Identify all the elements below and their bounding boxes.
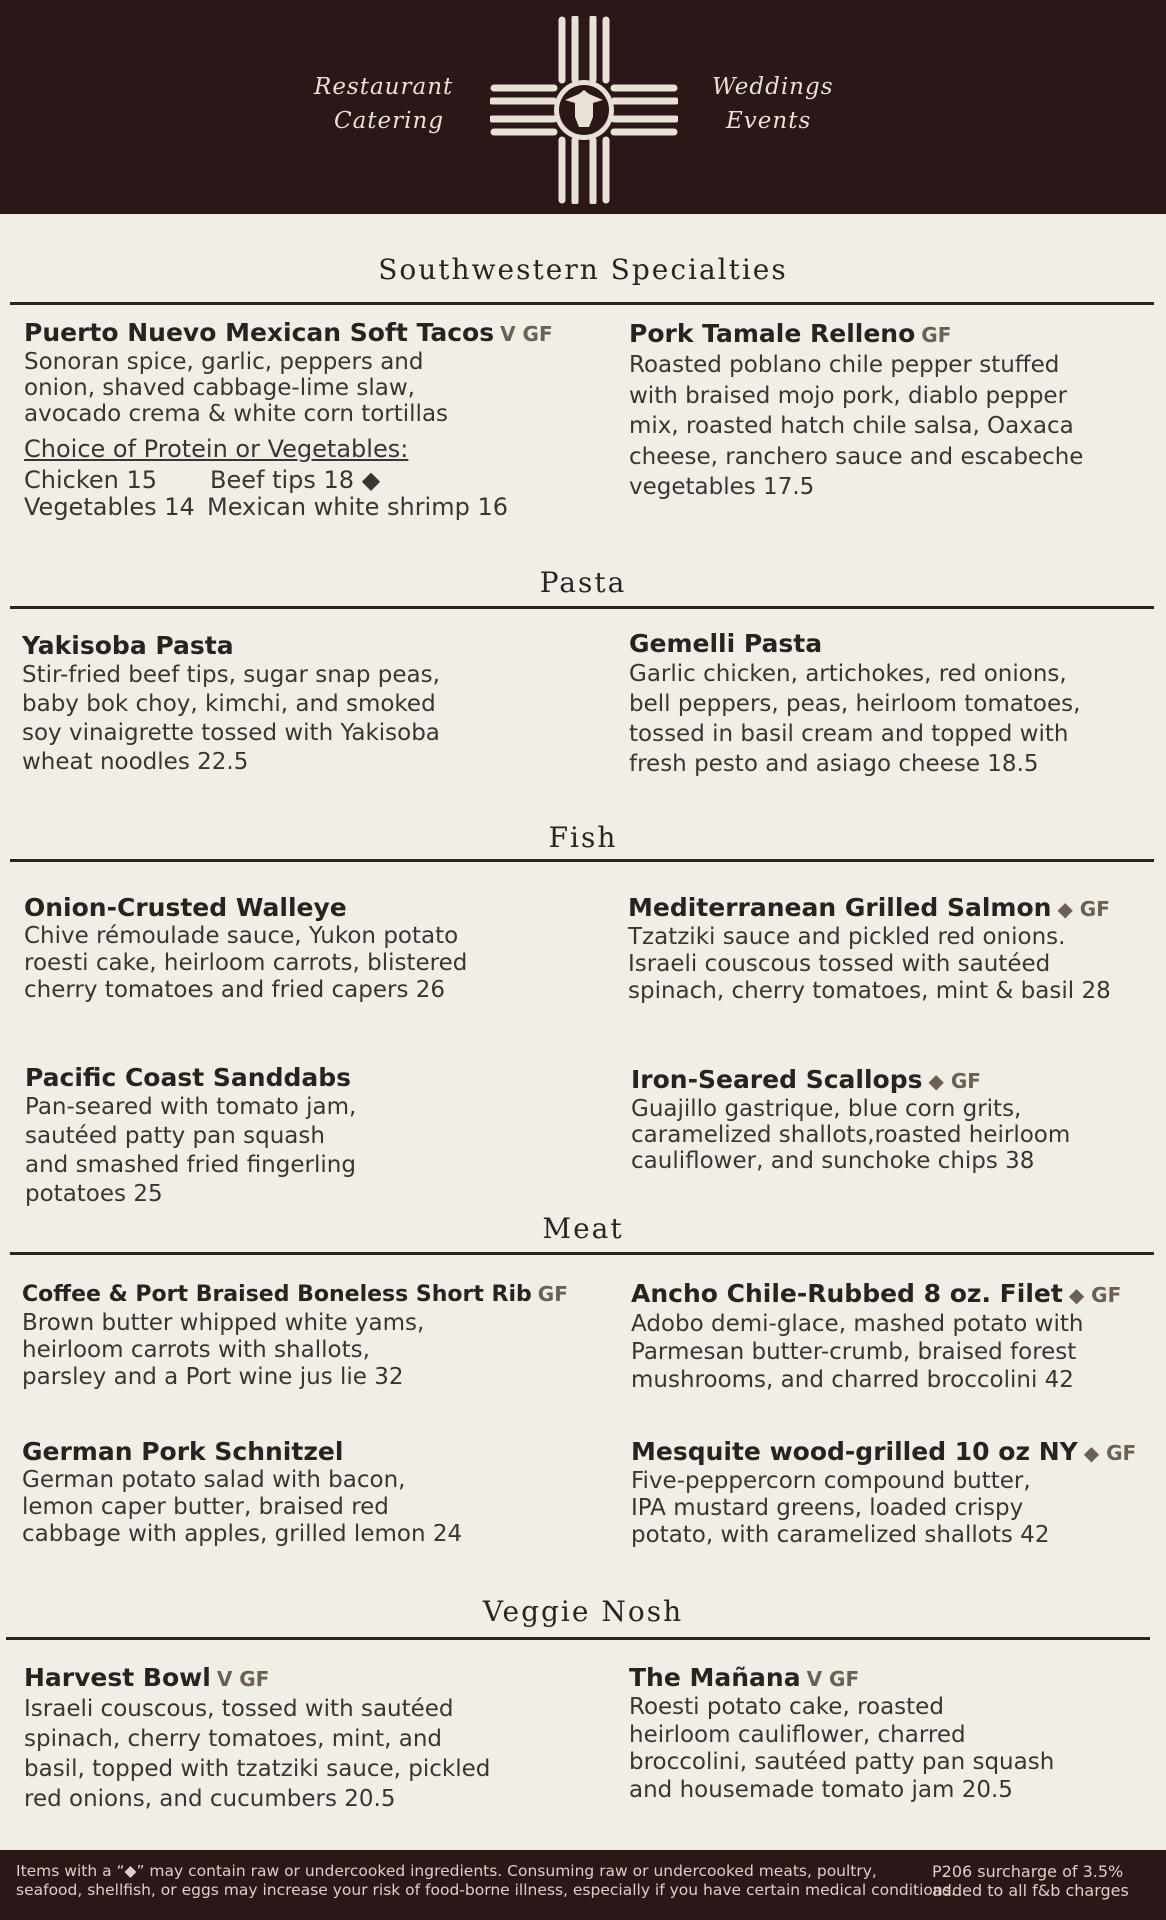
item-description: Garlic chicken, artichokes, red onions, bell peppers, peas, heirloom tomatoes, tossed in basil cream and topped with fresh pesto and asiago cheese 18.5 [629, 661, 1081, 777]
dietary-tag: V GF [216, 1667, 270, 1691]
footer-bar [0, 1850, 1166, 1920]
item-description: German potato salad with bacon, lemon caper butter, braised red cabbage with apples, grilled lemon 24 [22, 1467, 463, 1547]
item-description: Brown butter whipped white yams, heirloom carrots with shallots, parsley and a Port wine jus lie 32 [22, 1310, 425, 1390]
header-catering: Catering [334, 108, 445, 134]
section-divider [10, 302, 1154, 305]
section-title-southwestern: Southwestern Specialties [378, 253, 788, 286]
dietary-tag: GF [537, 1282, 568, 1306]
item-name: Onion-Crusted Walleye [24, 893, 347, 922]
menu-item-tamale [629, 319, 1083, 503]
item-name: Coffee & Port Braised Boneless Short Rib GF [22, 1282, 568, 1307]
menu-item-gemelli [629, 629, 1080, 779]
header-restaurant: Restaurant [314, 74, 454, 100]
header-events: Events [726, 108, 812, 134]
dietary-tag: ◆ GF [1083, 1441, 1137, 1465]
section-title-veggie: Veggie Nosh [482, 1595, 684, 1628]
item-name: Pork Tamale Relleno GF [629, 319, 952, 348]
item-name: The Mañana V GF [629, 1663, 860, 1692]
item-name: Iron-Seared Scallops ◆ GF [631, 1065, 981, 1094]
menu-item-yakisoba [22, 631, 440, 777]
item-description: Guajillo gastrique, blue corn grits, caramelized shallots,roasted heirloom cauliflower, and sunchoke chips 38 [631, 1096, 1071, 1174]
item-description: Roesti potato cake, roasted heirloom cauliflower, charred broccolini, sautéed patty pan squash and housemade tomato jam 20.5 [629, 1694, 1055, 1803]
menu-item-walleye [24, 893, 467, 1004]
item-name: Mesquite wood-grilled 10 oz NY ◆ GF [631, 1437, 1137, 1466]
item-name: Mediterranean Grilled Salmon ◆ GF [628, 893, 1110, 922]
raw-food-disclaimer: Items with a “◆” may contain raw or undercooked ingredients. Consuming raw or undercooked meats, poultry, seafood, shellfish, or eggs may increase your risk of food-borne illness, especially if you have certain medical conditions. [16, 1862, 956, 1899]
item-description: Adobo demi-glace, mashed potato with Parmesan butter-crumb, braised forest mushrooms, and charred broccolini 42 [631, 1311, 1084, 1393]
menu-item-nystrip [631, 1437, 1136, 1549]
dietary-tag: V GF [500, 322, 553, 346]
item-name: Puerto Nuevo Mexican Soft Tacos V GF [24, 318, 553, 347]
section-title-pasta: Pasta [539, 566, 627, 599]
dietary-tag: V GF [806, 1667, 860, 1691]
protein-beef: Beef tips 18 ◆ [210, 466, 381, 494]
item-description: Pan-seared with tomato jam, sautéed patty pan squash and smashed fried fingerling potatoes 25 [25, 1094, 357, 1207]
dietary-tag: ◆ GF [1057, 897, 1110, 921]
surcharge-note: P206 surcharge of 3.5% added to all f&b charges [932, 1862, 1129, 1900]
item-description: Sonoran spice, garlic, peppers and onion, shaved cabbage-lime slaw, avocado crema & white corn tortillas [24, 349, 449, 427]
dietary-tag: ◆ GF [928, 1069, 981, 1093]
section-divider [10, 606, 1154, 609]
item-description: Israeli couscous, tossed with sautéed spinach, cherry tomatoes, mint, and basil, topped with tzatziki sauce, pickled red onions, and cucumbers 20.5 [24, 1696, 491, 1812]
item-description: Roasted poblano chile pepper stuffed with braised mojo pork, diablo pepper mix, roasted hatch chile salsa, Oaxaca cheese, ranchero sauce and escabeche vegetables 17.5 [629, 352, 1084, 500]
item-description: Chive rémoulade sauce, Yukon potato roesti cake, heirloom carrots, blistered cherry tomatoes and fried capers 26 [24, 923, 468, 1003]
section-divider [10, 1252, 1154, 1255]
protein-heading: Choice of Protein or Vegetables: [24, 435, 409, 463]
protein-vegetables: Vegetables 14 [24, 493, 195, 521]
protein-shrimp: Mexican white shrimp 16 [207, 493, 509, 521]
menu-item-filet [631, 1279, 1121, 1394]
menu-item-scallops [631, 1065, 1070, 1174]
dietary-tag: GF [921, 323, 952, 347]
dietary-tag: ◆ GF [1068, 1283, 1122, 1307]
item-description: Five-peppercorn compound butter, IPA mustard greens, loaded crispy potato, with caramelized shallots 42 [631, 1468, 1050, 1548]
protein-chicken: Chicken 15 [24, 466, 158, 494]
item-name: German Pork Schnitzel [22, 1437, 344, 1466]
item-name: Ancho Chile-Rubbed 8 oz. Filet ◆ GF [631, 1279, 1122, 1308]
item-name: Yakisoba Pasta [22, 631, 234, 660]
menu-item-salmon [628, 893, 1111, 1005]
zia-sun-logo-icon [490, 16, 678, 204]
menu-item-tacos [24, 318, 553, 427]
header-banner [0, 0, 1166, 214]
item-name: Harvest Bowl V GF [24, 1663, 270, 1692]
item-name: Pacific Coast Sanddabs [25, 1063, 352, 1092]
header-weddings: Weddings [712, 74, 834, 100]
menu-item-harvest-bowl [24, 1663, 490, 1814]
section-divider [10, 859, 1154, 862]
menu-item-sanddabs [25, 1063, 356, 1209]
item-name: Gemelli Pasta [629, 629, 823, 658]
item-description: Tzatziki sauce and pickled red onions. Israeli couscous tossed with sautéed spinach, cherry tomatoes, mint & basil 28 [628, 924, 1111, 1004]
menu-item-manana [629, 1663, 1054, 1804]
section-title-meat: Meat [542, 1212, 624, 1245]
item-description: Stir-fried beef tips, sugar snap peas, baby bok choy, kimchi, and smoked soy vinaigrette tossed with Yakisoba wheat noodles 22.5 [22, 662, 440, 775]
section-divider [6, 1637, 1150, 1640]
section-title-fish: Fish [548, 821, 618, 854]
menu-item-schnitzel [22, 1437, 462, 1548]
menu-item-shortrib [22, 1279, 568, 1391]
